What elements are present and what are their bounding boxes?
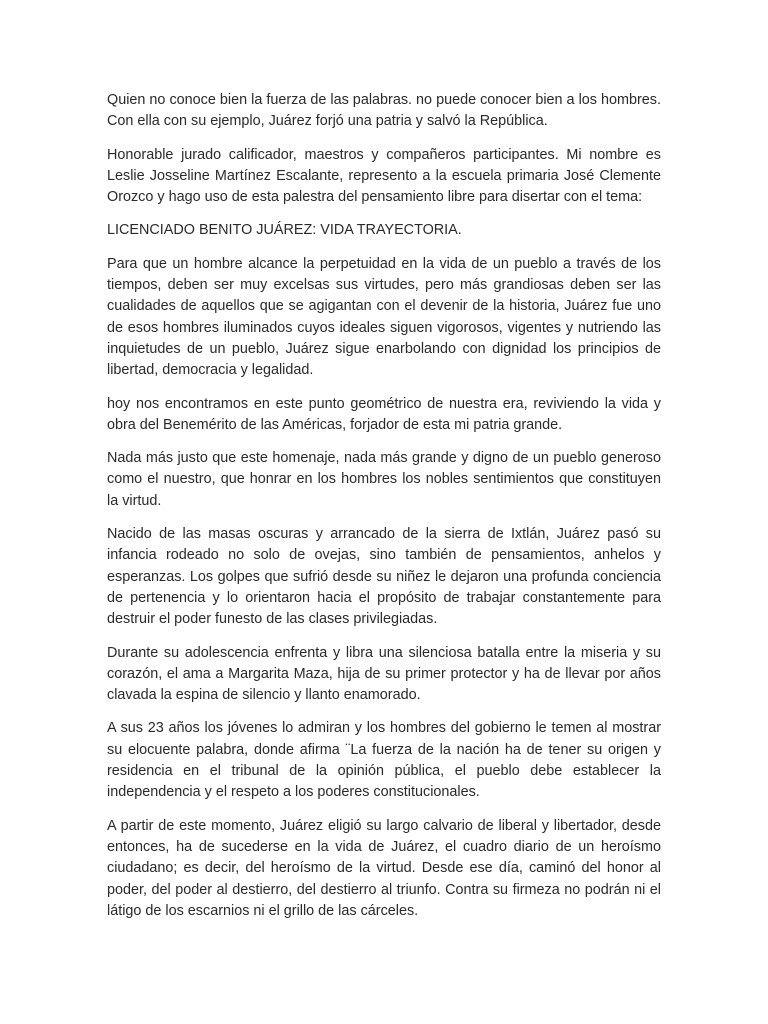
paragraph-childhood: Nacido de las masas oscuras y arrancado de la sierra de Ixtlán, Juárez pasó su infancia rodeado no solo de ovejas, sino también de pensamientos, anhelos y esperanzas. Los golpes que sufrió desde su niñez le dejaron una profunda conciencia de pertenencia y lo orientaron hacia el propósito de trabajar constantemente para destruir el poder funesto de las clases privilegiadas. xyxy=(107,526,661,628)
paragraph-age-23: A sus 23 años los jóvenes lo admiran y los hombres del gobierno le temen al mostrar su elocuente palabra, donde afirma ¨La fuerza de la nación ha de tener su origen y residencia en el tribunal de la opinión pública, el pueblo debe establecer la independencia y el respeto a los poderes constitucionales. xyxy=(107,720,661,801)
paragraph-perpetuity: Para que un hombre alcance la perpetuidad en la vida de un pueblo a través de los tiempos, deben ser muy excelsas sus virtudes, pero más grandiosas deben ser las cualidades de aquellos que se agigantan con el devenir de la historia, Juárez fue uno de esos hombres iluminados cuyos ideales siguen vigorosos, vigentes y nutriendo las inquietudes de un pueblo, Juárez sigue enarbolando con dignidad los principios de libertad, democracia y legalidad. xyxy=(107,255,661,379)
paragraph-intro-quote: Quien no conoce bien la fuerza de las palabras. no puede conocer bien a los hombres. Con ella con su ejemplo, Juárez forjó una patria y salvó la República. xyxy=(107,92,661,130)
paragraph-geometric-point: hoy nos encontramos en este punto geométrico de nuestra era, reviviendo la vida y obra del Benemérito de las Américas, forjador de esta mi patria grande. xyxy=(107,395,661,433)
document-body xyxy=(107,90,661,934)
speech-title: LICENCIADO BENITO JUÁREZ: VIDA TRAYECTORIA. xyxy=(107,222,462,239)
paragraph-adolescence: Durante su adolescencia enfrenta y libra una silenciosa batalla entre la miseria y su corazón, el ama a Margarita Maza, hija de su primer protector y ha de llevar por años clavada la espina de silencio y llanto enamorado. xyxy=(107,644,661,704)
paragraph-calvary: A partir de este momento, Juárez eligió su largo calvario de liberal y libertador, desde entonces, ha de sucederse en la vida de Juárez, el cuadro diario de un heroísmo ciudadano; es decir, del heroísmo de la virtud. Desde ese día, caminó del honor al poder, del poder al destierro, del destierro al triunfo. Contra su firmeza no podrán ni el látigo de los escarnios ni el grillo de las cárceles. xyxy=(107,817,661,919)
paragraph-greeting: Honorable jurado calificador, maestros y compañeros participantes. Mi nombre es Leslie Josseline Martínez Escalante, represento a la escuela primaria José Clemente Orozco y hago uso de esta palestra del pensamiento libre para disertar con el tema: xyxy=(107,146,661,206)
paragraph-homage: Nada más justo que este homenaje, nada más grande y digno de un pueblo generoso como el nuestro, que honrar en los hombres los nobles sentimientos que constituyen la virtud. xyxy=(107,450,661,509)
